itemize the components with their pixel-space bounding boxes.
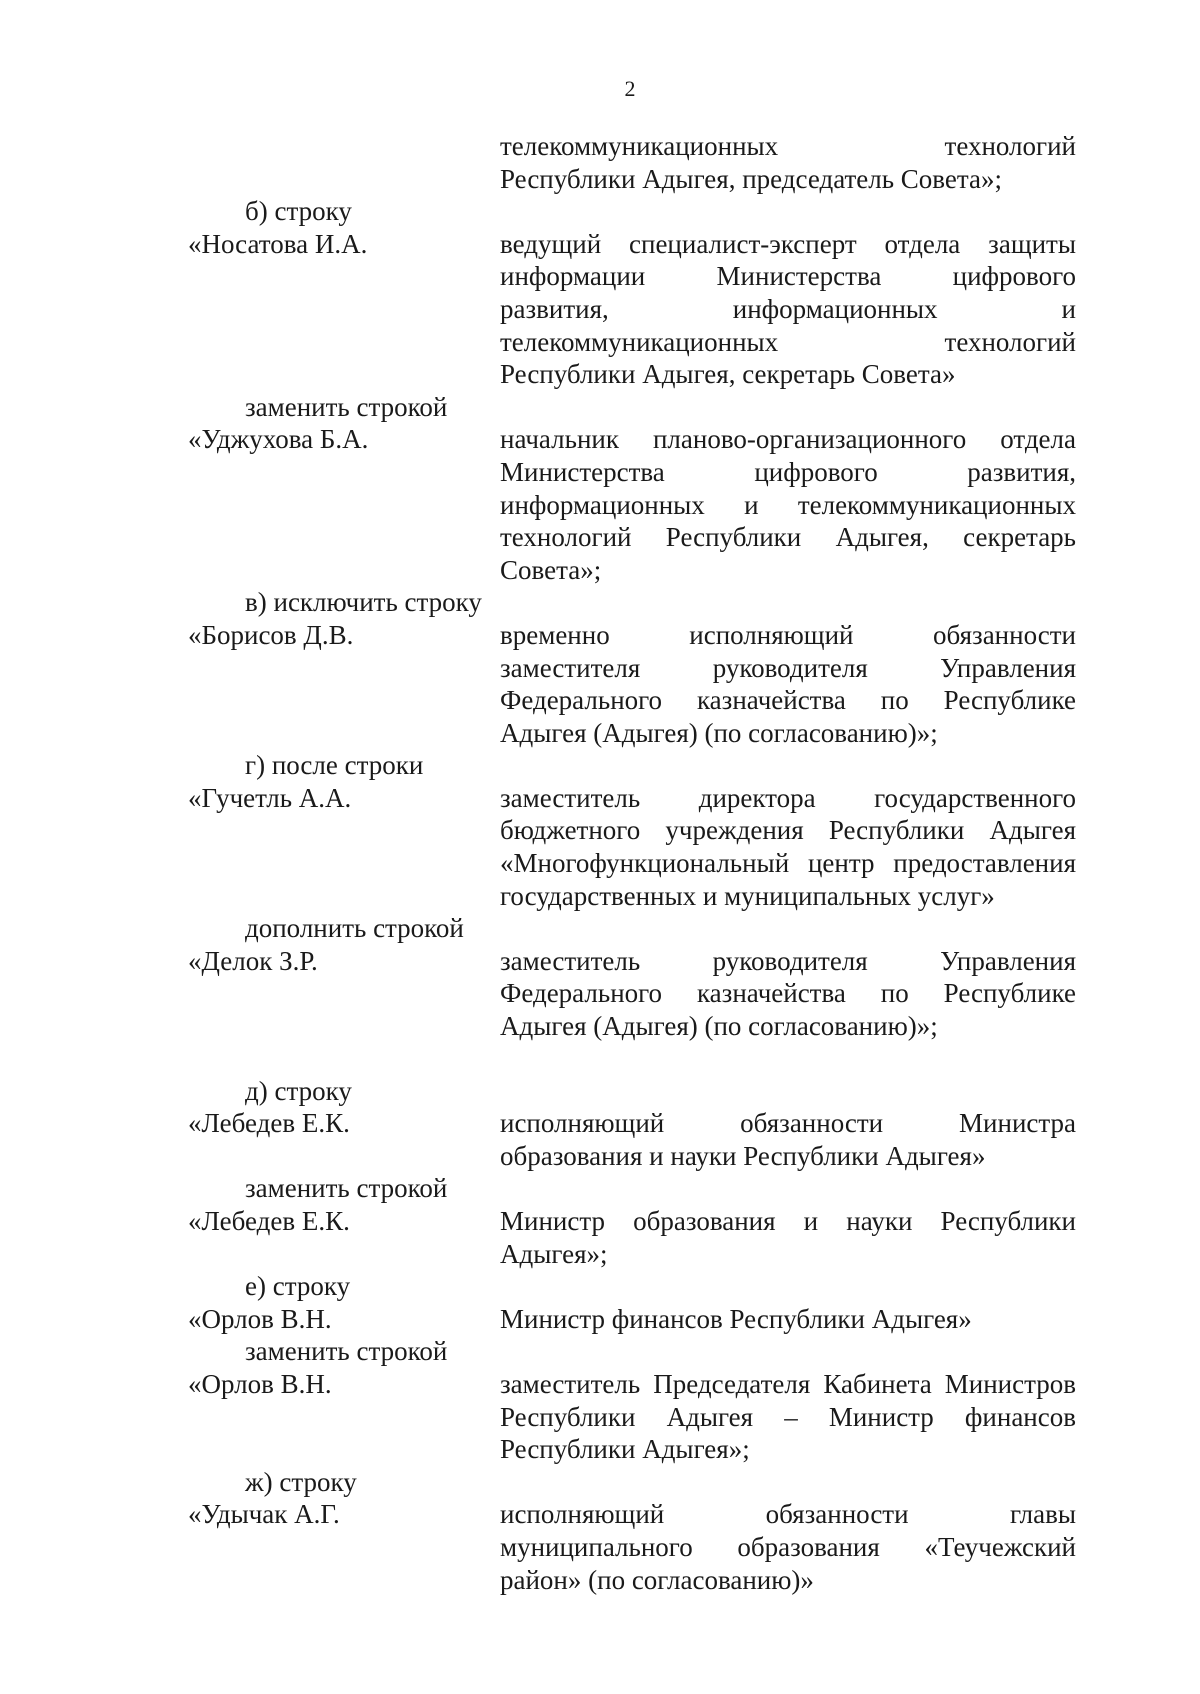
text-line: исполняющий обязанности главы (500, 1499, 1076, 1530)
amendment-instruction: заменить строкой (245, 1336, 448, 1367)
text-line: ведущий специалист-эксперт отдела защиты (500, 228, 1076, 259)
amendment-instruction: заменить строкой (245, 391, 448, 422)
composition-entry (188, 1107, 1076, 1172)
text-line: «Многофункциональный центр предоставления (500, 848, 1076, 879)
member-name: «Лебедев Е.К. (188, 1206, 350, 1236)
amendment-instruction: заменить строкой (245, 1173, 448, 1204)
composition-entry (188, 228, 1076, 391)
composition-entry (188, 782, 1076, 912)
text-line: Федерального казначейства по Республике (500, 685, 1076, 716)
text-line: муниципального образования «Теучежский (500, 1531, 1076, 1562)
text-line: заместитель директора государственного (500, 782, 1076, 813)
text-line: Федерального казначейства по Республике (500, 978, 1076, 1009)
text-line: Адыгея (Адыгея) (по согласованию)»; (500, 1011, 938, 1042)
member-name: «Орлов В.Н. (188, 1368, 332, 1399)
text-line: Адыгея (Адыгея) (по согласованию)»; (500, 717, 938, 748)
member-position (500, 1107, 1076, 1172)
text-line: информационных и телекоммуникационных (500, 489, 1076, 520)
member-position (500, 423, 1076, 586)
amendment-instruction: б) строку (245, 196, 352, 227)
composition-entry (188, 1303, 1076, 1336)
member-name: «Борисов Д.В. (188, 619, 354, 650)
text-line: Министерства цифрового развития, (500, 456, 1076, 487)
text-line: заместитель руководителя Управления (500, 945, 1076, 976)
text-line: Республики Адыгея – Министр финансов (500, 1401, 1076, 1432)
text-line: телекоммуникационных технологий (500, 131, 1076, 161)
member-position (500, 619, 1076, 749)
text-line: бюджетного учреждения Республики Адыгея (500, 815, 1076, 846)
member-position (500, 1498, 1076, 1596)
amendment-instruction: е) строку (245, 1271, 351, 1302)
text-line: исполняющий обязанности Министра (500, 1108, 1076, 1139)
continuation-text (500, 130, 1076, 195)
member-name: «Удычак А.Г. (188, 1499, 340, 1530)
amendment-instruction: д) строку (245, 1075, 352, 1106)
amendment-instruction: ж) строку (245, 1466, 357, 1497)
text-line: информации Министерства цифрового (500, 261, 1076, 292)
amendment-instruction: в) исключить строку (245, 587, 482, 618)
text-line: Адыгея»; (500, 1238, 608, 1269)
page-number: 2 (624, 76, 636, 101)
text-line: временно исполняющий обязанности (500, 619, 1076, 650)
composition-entry (188, 619, 1076, 749)
text-line: Республики Адыгея, секретарь Совета» (500, 359, 956, 390)
text-line: государственных и муниципальных услуг» (500, 880, 995, 911)
text-line: образования и науки Республики Адыгея» (500, 1140, 986, 1171)
member-position (500, 1303, 1076, 1336)
member-position (500, 228, 1076, 391)
amendment-instruction: дополнить строкой (245, 913, 464, 944)
member-name: «Делок З.Р. (188, 945, 318, 976)
text-line: Министр финансов Республики Адыгея» (500, 1303, 972, 1334)
member-position (500, 1368, 1076, 1466)
composition-entry (188, 423, 1076, 586)
spacer (188, 1043, 1076, 1075)
document-body (188, 130, 1076, 1596)
composition-entry (188, 945, 1076, 1043)
member-position (500, 1205, 1076, 1270)
text-line: начальник планово-организационного отдела (500, 424, 1076, 455)
text-line: Министр образования и науки Республики (500, 1206, 1076, 1236)
text-line: технологий Республики Адыгея, секретарь (500, 522, 1076, 553)
member-name: «Носатова И.А. (188, 228, 368, 259)
member-position (500, 782, 1076, 912)
text-line: Совета»; (500, 554, 602, 585)
member-name: «Орлов В.Н. (188, 1303, 332, 1334)
text-line: Республики Адыгея»; (500, 1434, 750, 1465)
member-name: «Уджухова Б.А. (188, 424, 369, 455)
member-name: «Лебедев Е.К. (188, 1108, 350, 1139)
text-line: Республики Адыгея, председатель Совета»; (500, 163, 1002, 194)
text-line: телекоммуникационных технологий (500, 326, 1076, 357)
member-position (500, 945, 1076, 1043)
member-name: «Гучетль А.А. (188, 782, 352, 813)
text-line: заместитель Председателя Кабинета Министров (500, 1368, 1076, 1399)
composition-entry (188, 1205, 1076, 1270)
text-line: развития, информационных и (500, 293, 1076, 324)
text-line: район» (по согласованию)» (500, 1564, 814, 1595)
text-line: заместителя руководителя Управления (500, 652, 1076, 683)
amendment-instruction: г) после строки (245, 750, 424, 781)
composition-entry (188, 1368, 1076, 1466)
composition-entry (188, 1498, 1076, 1596)
